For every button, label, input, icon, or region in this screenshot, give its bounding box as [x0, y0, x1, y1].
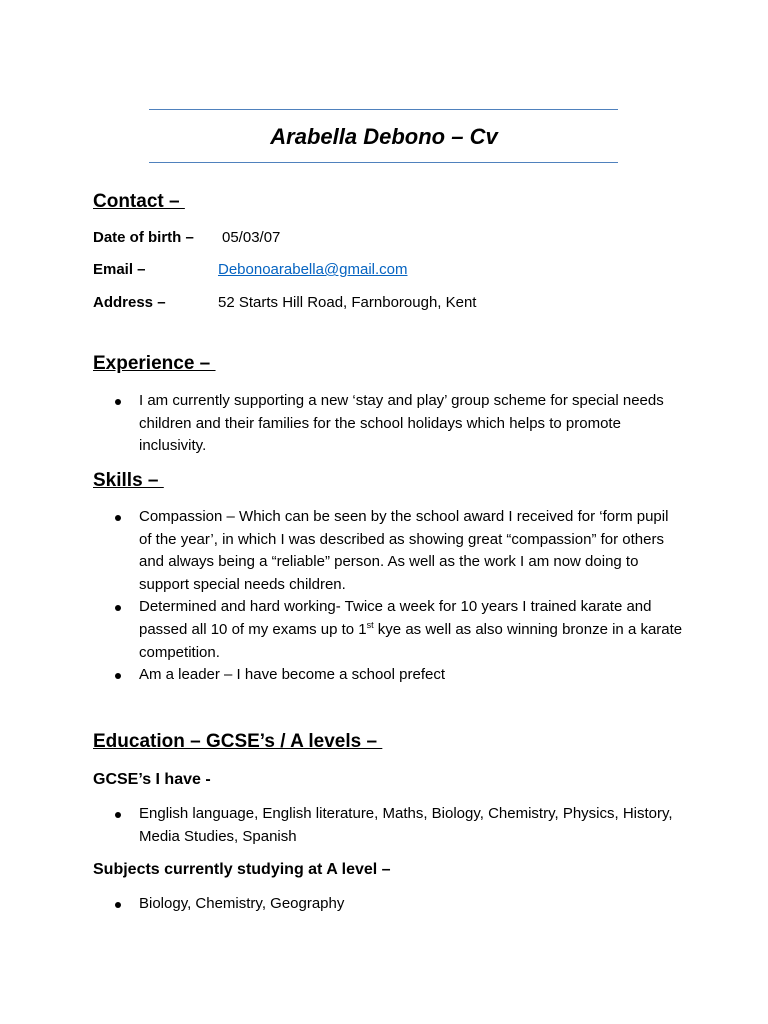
bullet-icon — [115, 399, 121, 405]
skill-text-part: Determined and hard working- Twice a week for 10 years I trained karate and passed all 10 of my exams up to 1 — [139, 598, 652, 638]
skill-item-text: Compassion – Which can be seen by the school award I received for ‘form pupil of the year’, in which I was described as showing great “compassion” for others and always being a “reliable” person. As well as the work I am now doing to support special needs children. — [139, 508, 669, 593]
education-heading: Education – GCSE’s / A levels – — [93, 731, 383, 752]
title-top-rule — [149, 109, 618, 110]
skill-item-text: Am a leader – I have become a school prefect — [139, 666, 446, 684]
experience-item-text: I am currently supporting a new ‘stay and play’ group scheme for special needs children and their families for the school holidays which helps to promote inclusivity. — [139, 392, 664, 455]
skills-list — [93, 506, 683, 687]
email-link[interactable]: Debonoarabella@gmail.com — [218, 261, 408, 278]
list-item — [93, 893, 683, 916]
address-value: 52 Starts Hill Road, Farnborough, Kent — [218, 294, 477, 311]
skill-text-part: kye as well as also winning bronze in a karate competition. — [139, 620, 683, 661]
email-label: Email – — [93, 261, 146, 278]
contact-heading: Contact – — [93, 191, 185, 212]
bullet-icon — [115, 515, 121, 521]
experience-heading: Experience – — [93, 353, 216, 374]
skills-heading: Skills – — [93, 470, 164, 491]
experience-list — [93, 390, 683, 458]
list-item — [93, 664, 683, 687]
alevel-heading: Subjects currently studying at A level – — [93, 861, 391, 878]
bullet-icon — [115, 673, 121, 679]
gcse-list — [93, 803, 683, 848]
ordinal-suffix: st — [366, 619, 374, 630]
dob-value: 05/03/07 — [222, 229, 281, 246]
document-title: Arabella Debono – Cv — [270, 124, 498, 149]
alevel-item-text: Biology, Chemistry, Geography — [139, 895, 345, 912]
bullet-icon — [115, 812, 121, 818]
skill-item-text — [139, 598, 682, 660]
title-bottom-rule — [149, 162, 618, 163]
list-item — [93, 596, 683, 664]
list-item — [93, 506, 683, 596]
list-item — [93, 390, 683, 458]
list-item — [93, 803, 683, 848]
alevel-list — [93, 893, 683, 916]
dob-label: Date of birth – — [93, 229, 194, 246]
gcse-heading: GCSE’s I have - — [93, 771, 211, 788]
bullet-icon — [115, 605, 121, 611]
address-label: Address – — [93, 294, 166, 311]
bullet-icon — [115, 902, 121, 908]
gcse-item-text: English language, English literature, Maths, Biology, Chemistry, Physics, History, Media Studies, Spanish — [139, 805, 673, 845]
